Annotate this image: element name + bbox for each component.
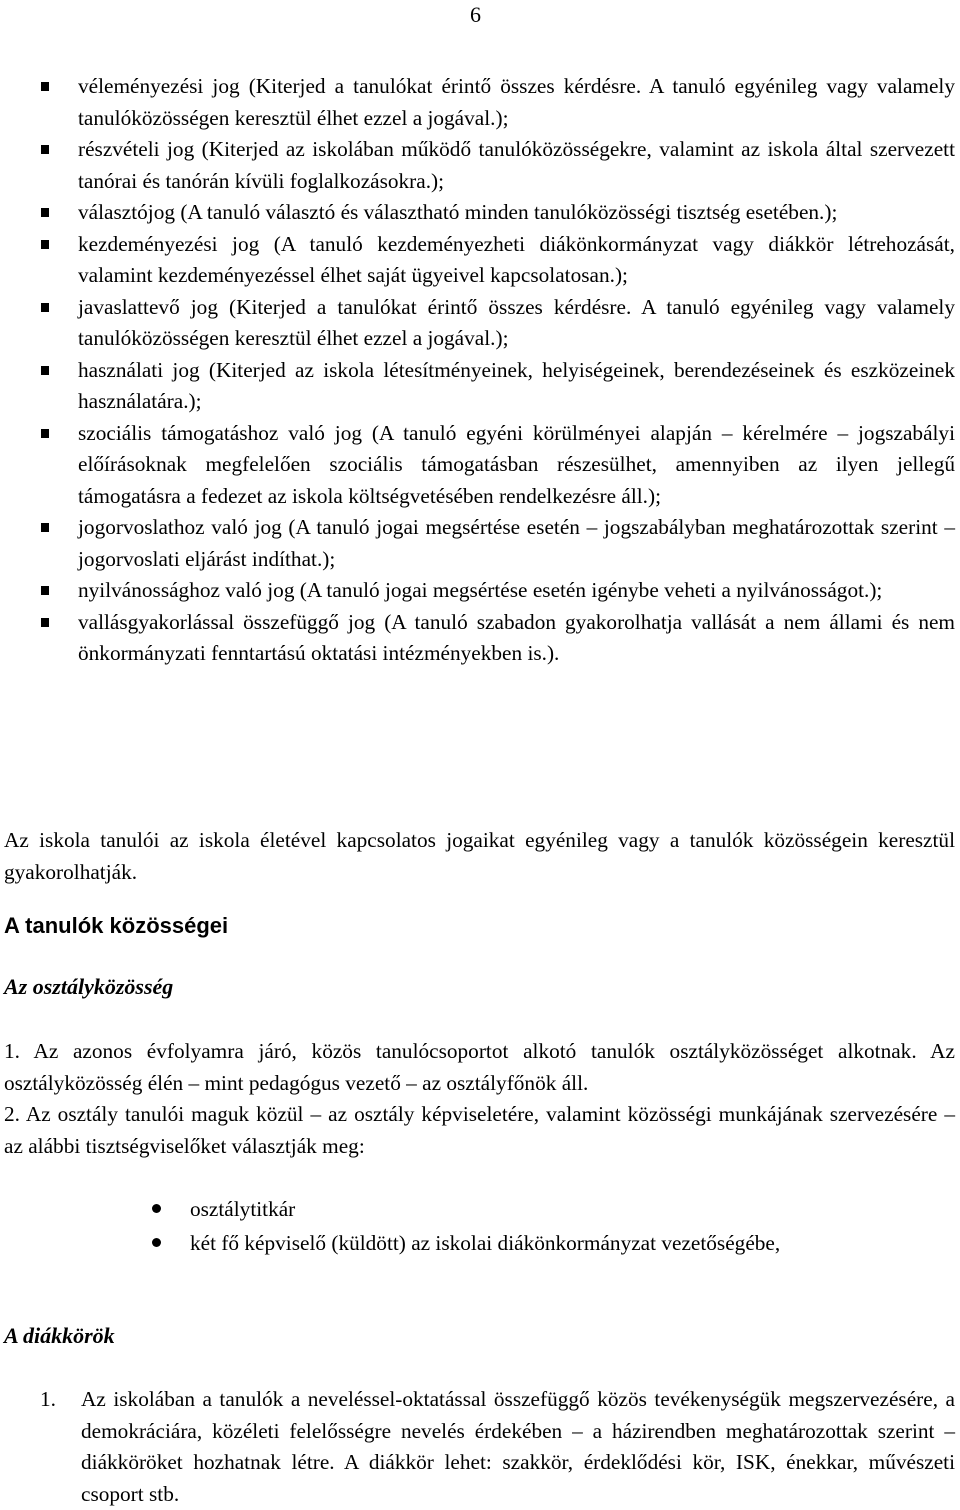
list-item-text: részvételi jog (Kiterjed az iskolában működő tanulóközösségekre, valamint az iskola által szervezett tanórai és tanórán kívüli foglalkozásokra.); (78, 137, 955, 193)
subheading-student-circles: A diákkörök (4, 1323, 115, 1348)
square-bullet-icon (41, 366, 49, 375)
list-item-text: osztálytitkár (190, 1197, 296, 1221)
numbered-paragraph: 2. Az osztály tanulói maguk közül – az osztály képviseletére, valamint közösségi munkájának szervezésére – az alábbi tisztségviselőket választják meg: (4, 1102, 955, 1158)
list-item (0, 134, 960, 197)
list-item-text: Az iskolában a tanulók a neveléssel-oktatással összefüggő közös tevékenységük megszervezésére, a demokráciára, közéleti felelősségre nevelés érdekében – a házirendben meghatározottak szerint – diákköröket hozhatnak létre. A diákkör lehet: szakkör, érdeklődési kör, ISK, énekkar, művészeti csoport stb. (81, 1387, 955, 1506)
list-item (0, 1384, 960, 1510)
list-item-text: választójog (A tanuló választó és választható minden tanulóközösségi tisztség esetében.); (78, 200, 838, 224)
round-bullet-icon (152, 1204, 161, 1213)
list-item (0, 1192, 780, 1226)
list-item-text: kezdeményezési jog (A tanuló kezdeményezheti diákönkormányzat vagy diákkör létrehozását, valamint kezdeményezéssel élhet saját ügyeivel kapcsolatosan.); (78, 231, 955, 287)
section-heading-communities: A tanulók közösségei (4, 913, 229, 938)
square-bullet-icon (41, 240, 49, 249)
list-item-text: vallásgyakorlással összefüggő jog (A tanuló szabadon gyakorolhatja vallását a nem állami és nem önkormányzati fenntartású oktatási intézményekben is.). (78, 609, 955, 665)
list-item (0, 512, 960, 575)
list-item (0, 197, 960, 229)
square-bullet-icon (41, 523, 49, 532)
officers-list (0, 1192, 780, 1260)
list-item (0, 292, 960, 355)
list-item (0, 71, 960, 134)
class-community-items (4, 1036, 955, 1162)
list-item-text: nyilvánossághoz való jog (A tanuló jogai megsértése esetén igénybe veheti a nyilvánosságot.); (78, 578, 883, 602)
student-circles-list (0, 1384, 960, 1510)
list-item-text: jogorvoslathoz való jog (A tanuló jogai megsértése esetén – jogszabályban meghatározottak szerint – jogorvoslati eljárást indíthat.); (78, 515, 955, 571)
page-number: 6 (470, 2, 481, 27)
list-item-text: javaslattevő jog (Kiterjed a tanulókat érintő összes kérdésre. A tanuló egyénileg vagy valamely tanulóközösségen keresztül élhet ezzel a jogával.); (78, 294, 955, 350)
square-bullet-icon (41, 429, 49, 438)
list-item-text: két fő képviselő (küldött) az iskolai diákönkormányzat vezetőségébe, (190, 1231, 781, 1255)
square-bullet-icon (41, 303, 49, 312)
item-number: 1. (40, 1387, 56, 1411)
numbered-paragraph: 1. Az azonos évfolyamra járó, közös tanulócsoportot alkotó tanulók osztályközösséget alkotnak. Az osztályközösség élén – mint pedagógus vezető – az osztályfőnök áll. (4, 1039, 955, 1095)
list-item (0, 1226, 780, 1260)
list-item-text: használati jog (Kiterjed az iskola létesítményeinek, helyiségeinek, berendezéseinek és eszközeinek használatára.); (78, 357, 955, 413)
list-item (0, 229, 960, 292)
list-item-text: véleményezési jog (Kiterjed a tanulókat érintő összes kérdésre. A tanuló egyénileg vagy valamely tanulóközösségen keresztül élhet ezzel a jogával.); (78, 74, 955, 130)
list-item (0, 575, 960, 607)
square-bullet-icon (41, 145, 49, 154)
list-item-text: szociális támogatáshoz való jog (A tanuló egyéni körülményei alapján – kérelmére – jogszabályi előírásoknak megfelelően szociális támogatásban részesülhet, amennyiben az ilyen jellegű támogatásra a fedezet az iskola költségvetésében rendelkezésre áll.); (78, 420, 955, 508)
list-item (0, 355, 960, 418)
square-bullet-icon (41, 82, 49, 91)
intro-paragraph: Az iskola tanulói az iskola életével kapcsolatos jogaikat egyénileg vagy a tanulók közösségein keresztül gyakorolhatják. (4, 828, 955, 884)
square-bullet-icon (41, 208, 49, 217)
list-item (0, 607, 960, 670)
list-item (0, 418, 960, 513)
student-rights-list (0, 71, 960, 670)
round-bullet-icon (152, 1238, 161, 1247)
square-bullet-icon (41, 586, 49, 595)
subheading-class-community: Az osztályközösség (4, 974, 174, 999)
square-bullet-icon (41, 618, 49, 627)
